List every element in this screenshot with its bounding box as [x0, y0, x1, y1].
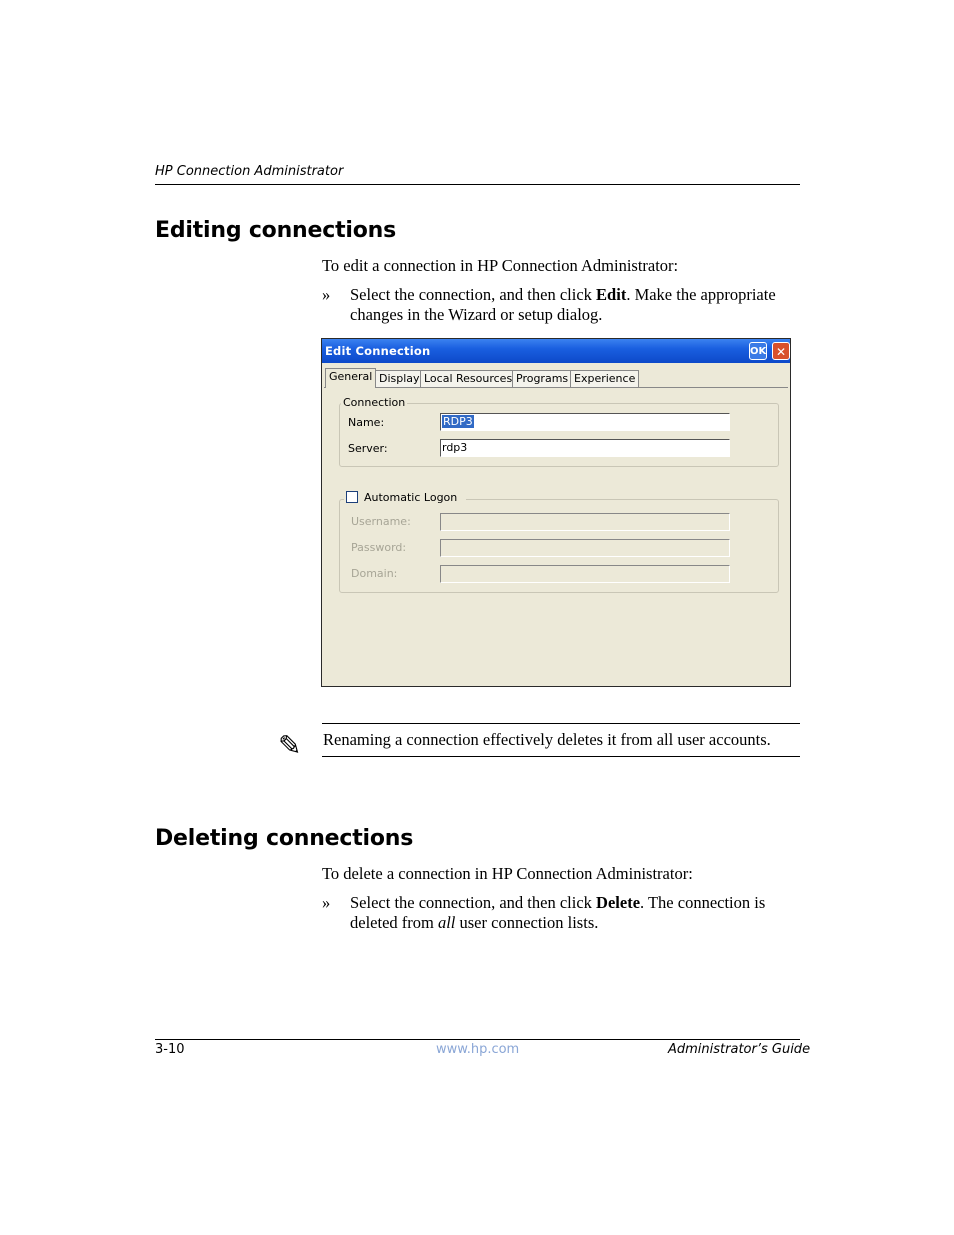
password-input[interactable]: [440, 539, 730, 557]
delete-bullet-mark: »: [322, 893, 331, 912]
tab-general[interactable]: General: [325, 368, 376, 388]
page-number: 3-10: [155, 1042, 185, 1057]
name-input[interactable]: [440, 413, 730, 431]
tab-experience[interactable]: Experience: [570, 370, 639, 387]
tab-local-resources[interactable]: Local Resources: [420, 370, 516, 387]
automatic-logon-label[interactable]: Automatic Logon: [364, 491, 458, 504]
heading-editing-connections: Editing connections: [155, 218, 397, 243]
delete-keyword: Delete: [596, 893, 641, 912]
tab-baseline: [324, 387, 788, 388]
name-label: Name:: [348, 416, 385, 429]
edit-connection-dialog: [321, 338, 791, 687]
username-label: Username:: [351, 515, 411, 528]
connection-group-label: Connection: [343, 396, 406, 409]
note-top-rule: [322, 723, 800, 724]
edit-step: Select the connection, and then click Edit. Make the appropriate changes in the Wizard or setup dialog.: [350, 285, 776, 324]
running-header: HP Connection Administrator: [155, 164, 344, 179]
domain-input[interactable]: [440, 565, 730, 583]
header-rule: [155, 184, 800, 185]
guide-title: Administrator’s Guide: [668, 1042, 811, 1057]
delete-step: Select the connection, and then click Delete. The connection is deleted from all user connection lists.: [350, 893, 766, 932]
edit-keyword: Edit: [596, 285, 627, 304]
server-label: Server:: [348, 442, 388, 455]
password-label: Password:: [351, 541, 407, 554]
server-input[interactable]: rdp3: [440, 439, 730, 457]
name-value: RDP3: [443, 415, 473, 428]
pencil-icon: ✎: [278, 729, 302, 762]
edit-intro: To edit a connection in HP Connection Administrator:: [322, 256, 679, 275]
footer-url[interactable]: www.hp.com: [436, 1042, 520, 1057]
note-bottom-rule: [322, 756, 800, 757]
heading-deleting-connections: Deleting connections: [155, 826, 414, 851]
domain-label: Domain:: [351, 567, 398, 580]
close-icon[interactable]: ✕: [772, 342, 790, 360]
tab-display[interactable]: Display: [375, 370, 424, 387]
delete-intro: To delete a connection in HP Connection Administrator:: [322, 864, 693, 883]
ok-button[interactable]: OK: [749, 342, 767, 360]
dialog-title: Edit Connection: [325, 344, 431, 358]
username-input[interactable]: [440, 513, 730, 531]
tab-programs[interactable]: Programs: [512, 370, 572, 387]
note-text: Renaming a connection effectively deletes it from all user accounts.: [323, 730, 771, 749]
edit-bullet-mark: »: [322, 285, 331, 304]
delete-emphasis: all: [437, 913, 456, 932]
footer-rule: [155, 1039, 800, 1040]
dialog-titlebar: [322, 339, 790, 363]
automatic-logon-checkbox[interactable]: [346, 491, 358, 503]
